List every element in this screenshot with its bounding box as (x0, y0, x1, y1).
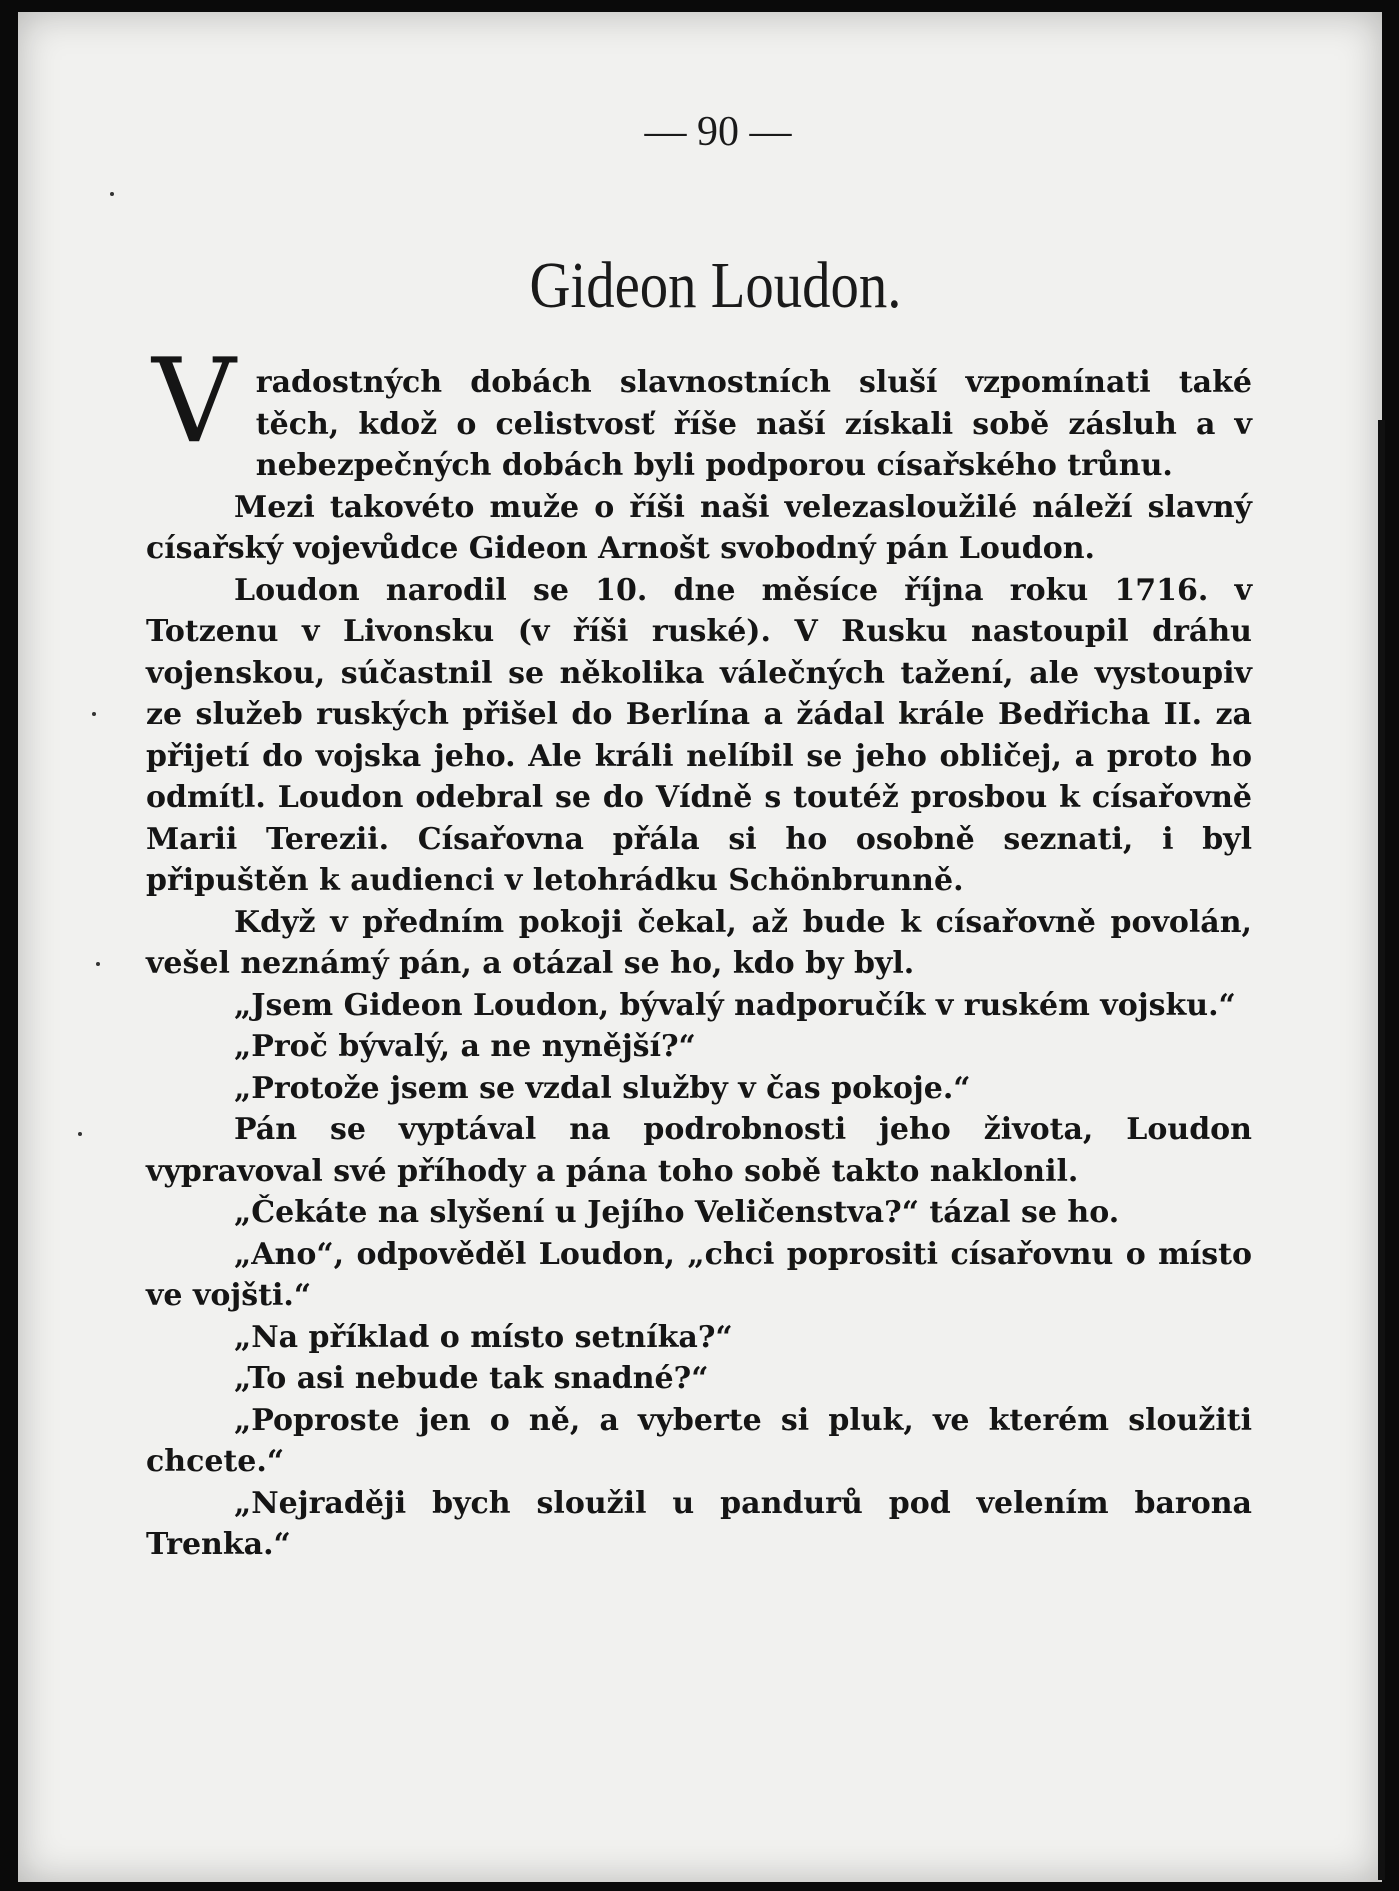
paragraph-2: Mezi takovéto muže o říši naši velezasloužilé náleží slavný císařský vojevůdce Gideon Arnošt svobodný pán Loudon. (146, 489, 1252, 566)
paper-speck (110, 192, 114, 196)
paragraph-3: Loudon narodil se 10. dne měsíce října roku 1716. v Totzenu v Livonsku (v říši ruské). V Rusku nastoupil dráhu vojenskou, súčastnil se několika válečných tažení, ale vystoupiv ze služeb ruských přišel do Berlína a žádal krále Bedřicha II. za přijetí do vojska jeho. Ale králi nelíbil se jeho obličej, a proto ho odmítl. Loudon odebral se do Vídně s toutéž prosbou k císařovně Marii Terezii. Císařovna přála si ho osobně seznati, i byl připuštěn k audienci v letohrádku Schönbrunně. (146, 572, 1252, 898)
paragraph-11: „Na příklad o místo setníka?“ (234, 1319, 733, 1355)
paper-speck (92, 712, 96, 716)
paragraph-14: „Nejraději bych sloužil u pandurů pod velením barona Trenka.“ (146, 1485, 1252, 1562)
drop-cap: V (152, 334, 236, 469)
page-edge-shadow (1378, 420, 1385, 1880)
paragraph-1 (146, 334, 1252, 487)
paragraph-13: „Poproste jen o ně, a vyberte si pluk, ve kterém sloužiti chcete.“ (146, 1402, 1252, 1479)
paragraph-10: „Ano“, odpověděl Loudon, „chci poprositi císařovnu o místo ve vojšti.“ (146, 1236, 1252, 1313)
paragraph-8: Pán se vyptával na podrobnosti jeho života, Loudon vypravoval své příhody a pána toho sobě takto naklonil. (146, 1112, 1252, 1189)
paragraph-9: „Čekáte na slyšení u Jejího Veličenstva?“ tázal se ho. (234, 1195, 1120, 1230)
paragraph-6: „Proč bývalý, a ne nynější?“ (234, 1029, 696, 1064)
paragraph-7: „Protože jsem se vzdal služby v čas pokoje.“ (234, 1070, 971, 1106)
text-body (146, 334, 1252, 1566)
page-number: — 90 — (644, 109, 792, 155)
paragraph-1-text: radostných dobách slavnostních sluší vzpomínati také těch, kdož o celistvosť říše naší získali sobě zásluh a v nebezpečných dobách byli podporou císařského trůnu. (255, 365, 1252, 483)
chapter-title: Gideon Loudon. (529, 249, 902, 322)
paragraph-4: Když v předním pokoji čekal, až bude k císařovně povolán, vešel neznámý pán, a otázal se ho, kdo by byl. (146, 904, 1252, 981)
book-page (18, 12, 1382, 1882)
paragraph-12: „To asi nebude tak snadné?“ (234, 1361, 709, 1396)
paper-speck (96, 962, 100, 966)
paper-speck (78, 1132, 82, 1136)
paragraph-5: „Jsem Gideon Loudon, bývalý nadporučík v ruském vojsku.“ (234, 987, 1236, 1023)
